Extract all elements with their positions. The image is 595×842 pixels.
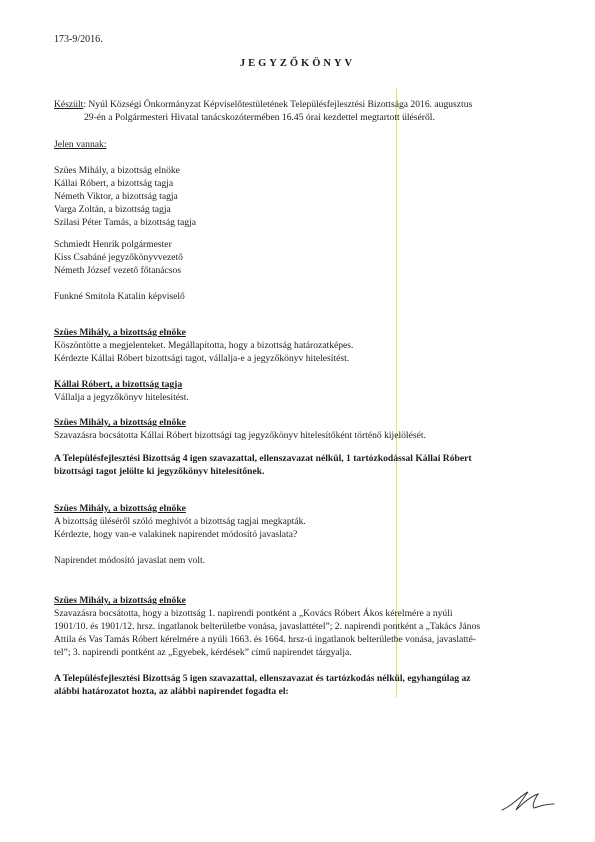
decision-agenda <box>54 672 551 698</box>
attendees-label: Jelen vannak: <box>54 139 107 150</box>
minutes-text: Kérdezte, hogy van-e valakinek napirendet módosító javaslata? <box>54 529 298 540</box>
prepared-label: Készült <box>54 99 84 110</box>
minutes-text: tel”; 3. napirendi pontként az „Egyebek, kérdések” című napirendet tárgyalja. <box>54 647 352 658</box>
decision-text: bizottsági tagot jelölte ki jegyzőkönyv hitelesítőnek. <box>54 466 265 477</box>
speaker-name: Szües Mihály, a bizottság elnöke <box>54 595 186 606</box>
decision-text: alábbi határozatot hozta, az alábbi napirendet fogadta el: <box>54 686 289 697</box>
committee-members-list <box>54 164 551 229</box>
attendees-heading <box>54 138 551 151</box>
decision-text: A Településfejlesztési Bizottság 4 igen szavazattal, ellenszavazat nélkül, 1 tartózkodással Kállai Róbert <box>54 453 472 464</box>
speaker-name: Kállai Róbert, a bizottság tagja <box>54 379 183 390</box>
member-item: Varga Zoltán, a bizottság tagja <box>54 204 171 215</box>
officials-list <box>54 238 551 277</box>
speaker-name: Szües Mihály, a bizottság elnöke <box>54 503 186 514</box>
minutes-text: Kérdezte Kállai Róbert bizottsági tagot, vállalja-e a jegyzőkönyv hitelesítést. <box>54 353 350 364</box>
official-item: Schmiedt Henrik polgármester <box>54 239 172 250</box>
section-chair-agenda-vote <box>54 594 551 659</box>
official-item: Kiss Csabáné jegyzőkönyvvezető <box>54 252 183 263</box>
section-chair-greeting <box>54 326 551 365</box>
minutes-text: Attila és Vas Tamás Róbert kérelmére a nyúli 1663. és 1664. hrsz-ú ingatlanok belterületbe vonása, javaslatté- <box>54 634 477 645</box>
member-item: Németh Viktor, a bizottság tagja <box>54 191 178 202</box>
minutes-text: 1901/10. és 1901/12. hrsz. ingatlanok belterületbe vonása, javaslattétel”; 2. napirendi pontként a „Takács János <box>54 621 481 632</box>
minutes-text: Szavazásra bocsátotta, hogy a bizottság 1. napirendi pontként a „Kovács Róbert Ákos kérelmére a nyúli <box>54 608 453 619</box>
prepared-paragraph <box>54 98 551 124</box>
official-item: Németh József vezető főtanácsos <box>54 265 182 276</box>
representative: Funkné Smitola Katalin képviselő <box>54 291 185 302</box>
decision-text: A Településfejlesztési Bizottság 5 igen szavazattal, ellenszavazat és tartózkodás nélkül, egyhangúlag az <box>54 673 471 684</box>
decision-authenticator <box>54 452 551 478</box>
minutes-text: A bizottság üléséről szóló meghívót a bizottság tagjai megkapták. <box>54 516 306 527</box>
document-title: JEGYZŐKÖNYV <box>239 58 356 69</box>
member-item: Kállai Róbert, a bizottság tagja <box>54 178 174 189</box>
speaker-name: Szües Mihály, a bizottság elnöke <box>54 417 186 428</box>
member-item: Szües Mihály, a bizottság elnöke <box>54 165 180 176</box>
member-item: Szilasi Péter Tamás, a bizottság tagja <box>54 217 196 228</box>
speaker-name: Szües Mihály, a bizottság elnöke <box>54 327 186 338</box>
minutes-text: Vállalja a jegyzőkönyv hitelesítést. <box>54 392 189 403</box>
minutes-text: Szavazásra bocsátotta Kállai Róbert bizottsági tag jegyzőkönyv hitelesítőként történő kijelölését. <box>54 430 426 441</box>
prepared-text-1: : Nyúl Községi Önkormányzat Képviselőtestületének Településfejlesztési Bizottsága 2016. augusztus <box>83 99 473 110</box>
agenda-note: Napirendet módosító javaslat nem volt. <box>54 555 206 566</box>
section-chair-agenda <box>54 502 551 541</box>
reference-number: 173-9/2016. <box>54 34 103 45</box>
section-chair-vote <box>54 416 551 442</box>
minutes-text: Köszöntötte a megjelenteket. Megállapította, hogy a bizottság határozatképes. <box>54 340 354 351</box>
prepared-text-2: 29-én a Polgármesteri Hivatal tanácskozótermében 16.45 órai kezdettel megtartott üléséről. <box>84 112 435 123</box>
signature-mark <box>498 788 558 814</box>
section-member-reply <box>54 378 551 404</box>
